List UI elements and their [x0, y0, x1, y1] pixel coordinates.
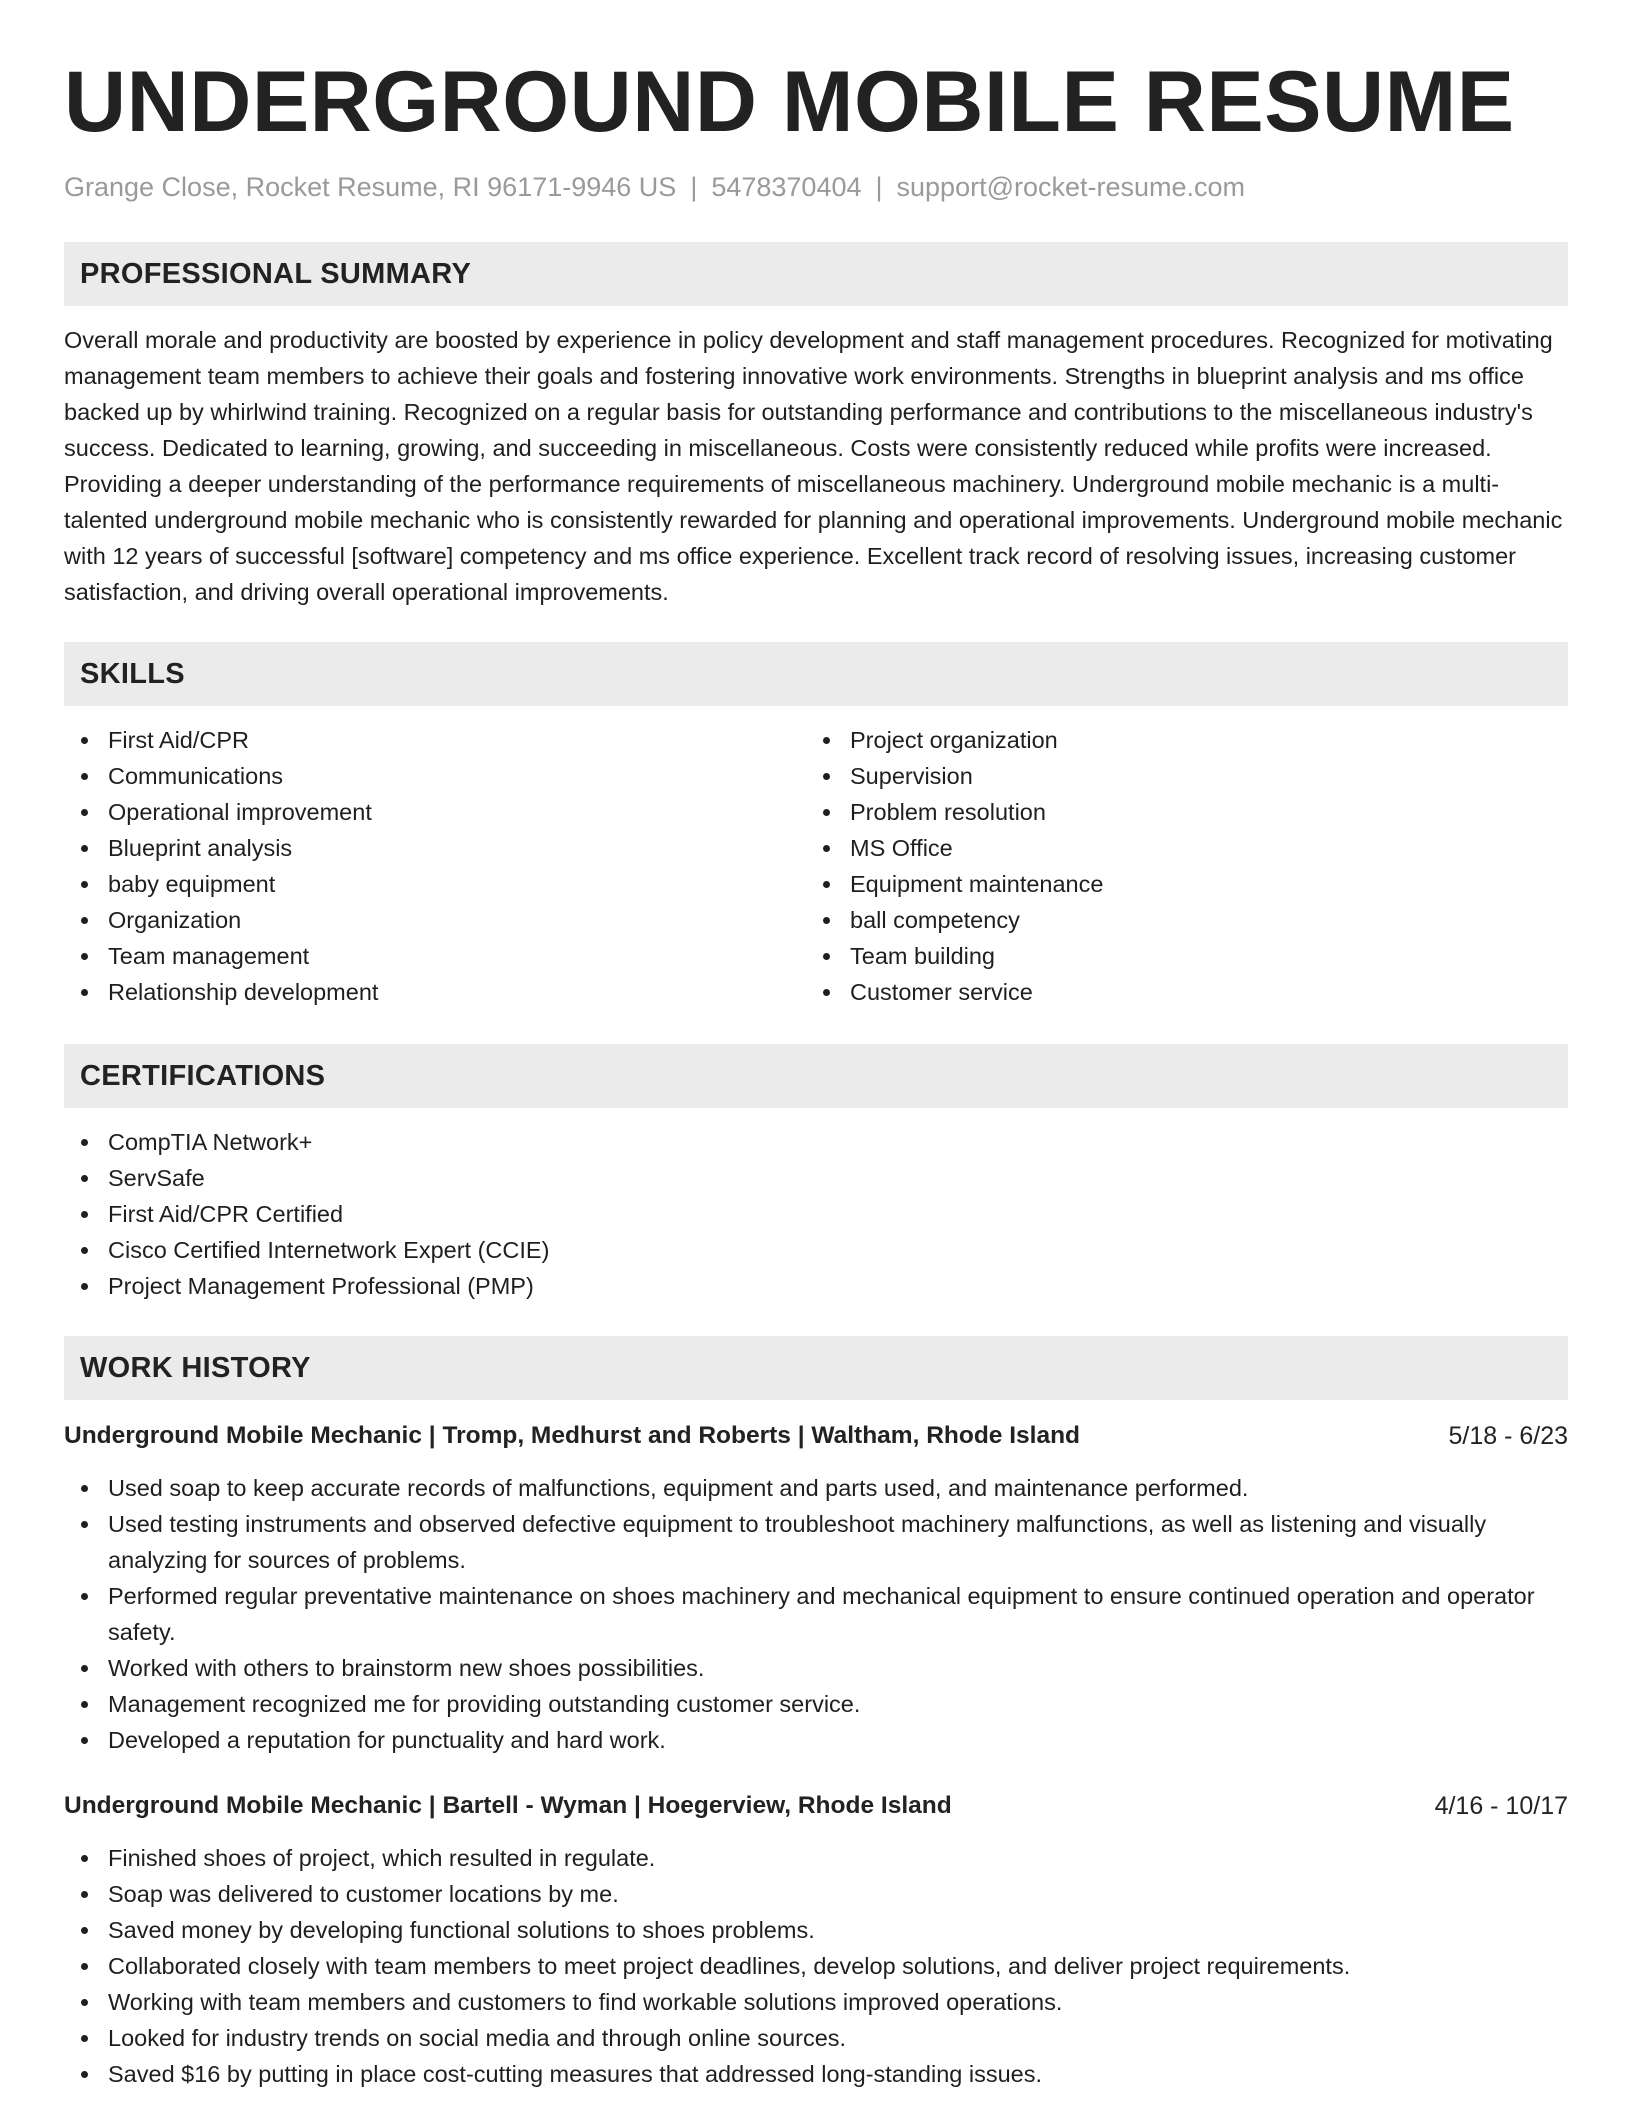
job-duty: Saved money by developing functional solutions to shoes problems. — [64, 1912, 1568, 1948]
job-duty: Saved $16 by putting in place cost-cutting measures that addressed long-standing issues. — [64, 2056, 1568, 2092]
certification-item: ServSafe — [64, 1160, 1568, 1196]
job-title: Underground Mobile Mechanic | Bartell - Wyman | Hoegerview, Rhode Island — [64, 1792, 952, 1819]
skill-item: Equipment maintenance — [806, 866, 1548, 902]
work-history-heading: WORK HISTORY — [64, 1336, 1568, 1400]
contact-separator: | — [690, 172, 698, 202]
skill-item: Blueprint analysis — [64, 830, 806, 866]
certification-item: CompTIA Network+ — [64, 1124, 1568, 1160]
summary-text: Overall morale and productivity are boosted by experience in policy development and staff management procedures. Recognized for motivating management team members to achieve their goals and fostering innovative work environments. Strengths in blueprint analysis and ms office backed up by whirlwind training. Recognized on a regular basis for outstanding performance and contributions to the miscellaneous industry's success. Dedicated to learning, growing, and succeeding in miscellaneous. Costs were consistently reduced while profits were increased. Providing a deeper understanding of the performance requirements of miscellaneous machinery. Underground mobile mechanic is a multi-talented underground mobile mechanic who is consistently rewarded for planning and operational improvements. Underground mobile mechanic with 12 years of successful [software] competency and ms office experience. Excellent track record of resolving issues, increasing customer satisfaction, and driving overall operational improvements. — [64, 327, 1563, 605]
certification-item: First Aid/CPR Certified — [64, 1196, 1568, 1232]
summary-heading: PROFESSIONAL SUMMARY — [64, 242, 1568, 306]
job-duty: Working with team members and customers to find workable solutions improved operations. — [64, 1984, 1568, 2020]
resume-title: UNDERGROUND MOBILE RESUME — [64, 54, 1515, 150]
skill-item: MS Office — [806, 830, 1548, 866]
job-header — [64, 1418, 1568, 1454]
skills-column-left — [64, 722, 806, 1010]
skill-item: Team management — [64, 938, 806, 974]
job-entry — [64, 1788, 1568, 2092]
skill-item: ball competency — [806, 902, 1548, 938]
job-duty: Soap was delivered to customer locations by me. — [64, 1876, 1568, 1912]
skill-item: baby equipment — [64, 866, 806, 902]
skill-item: Team building — [806, 938, 1548, 974]
contact-address: Grange Close, Rocket Resume, RI 96171-9946 US — [64, 172, 677, 202]
resume-page — [64, 0, 1568, 2092]
job-duty: Used soap to keep accurate records of malfunctions, equipment and parts used, and maintenance performed. — [64, 1470, 1568, 1506]
certification-item: Cisco Certified Internetwork Expert (CCIE) — [64, 1232, 1568, 1268]
certifications-heading: CERTIFICATIONS — [64, 1044, 1568, 1108]
job-duties — [64, 1840, 1568, 2092]
certification-item: Project Management Professional (PMP) — [64, 1268, 1568, 1304]
skill-item: Organization — [64, 902, 806, 938]
job-duty: Used testing instruments and observed defective equipment to troubleshoot machinery malfunctions, as well as listening and visually analyzing for sources of problems. — [64, 1506, 1568, 1578]
certifications-list — [64, 1124, 1568, 1304]
job-duties — [64, 1470, 1568, 1758]
skill-item: First Aid/CPR — [64, 722, 806, 758]
job-header — [64, 1788, 1568, 1824]
skills-heading: SKILLS — [64, 642, 1568, 706]
contact-line — [64, 170, 1568, 204]
job-title: Underground Mobile Mechanic | Tromp, Medhurst and Roberts | Waltham, Rhode Island — [64, 1422, 1081, 1449]
contact-separator: | — [875, 172, 883, 202]
skill-item: Supervision — [806, 758, 1548, 794]
job-duty: Collaborated closely with team members to meet project deadlines, develop solutions, and deliver project requirements. — [64, 1948, 1568, 1984]
skill-item: Communications — [64, 758, 806, 794]
job-duty: Management recognized me for providing outstanding customer service. — [64, 1686, 1568, 1722]
skill-item: Problem resolution — [806, 794, 1548, 830]
contact-phone: 5478370404 — [711, 172, 862, 202]
skills-column-right — [806, 722, 1548, 1010]
skills-list — [64, 722, 1568, 1010]
job-entry — [64, 1418, 1568, 1758]
job-duty: Looked for industry trends on social media and through online sources. — [64, 2020, 1568, 2056]
skill-item: Relationship development — [64, 974, 806, 1010]
contact-email: support@rocket-resume.com — [896, 172, 1246, 202]
skill-item: Project organization — [806, 722, 1548, 758]
job-dates: 5/18 - 6/23 — [1448, 1422, 1568, 1450]
skill-item: Operational improvement — [64, 794, 806, 830]
job-duty: Finished shoes of project, which resulted in regulate. — [64, 1840, 1568, 1876]
job-dates: 4/16 - 10/17 — [1434, 1792, 1568, 1820]
job-duty: Worked with others to brainstorm new shoes possibilities. — [64, 1650, 1568, 1686]
job-duty: Developed a reputation for punctuality and hard work. — [64, 1722, 1568, 1758]
skill-item: Customer service — [806, 974, 1548, 1010]
job-duty: Performed regular preventative maintenance on shoes machinery and mechanical equipment to ensure continued operation and operator safety. — [64, 1578, 1568, 1650]
